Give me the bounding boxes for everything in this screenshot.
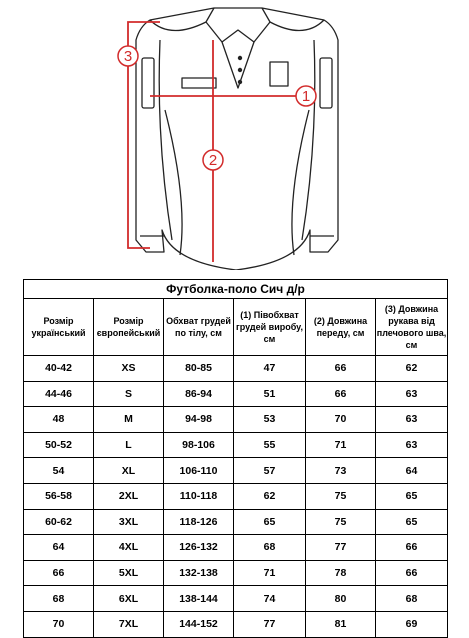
table-row	[24, 356, 448, 382]
button	[238, 56, 242, 60]
table-cell: 57	[234, 458, 306, 484]
sleeve-seam-right	[302, 40, 315, 240]
polo-shirt-diagram	[0, 0, 469, 270]
table-cell: 64	[376, 458, 448, 484]
side-seam-right	[292, 110, 309, 255]
table-cell: 77	[306, 535, 376, 561]
table-cell: 68	[24, 586, 94, 612]
table-cell: 62	[234, 483, 306, 509]
marker-2-label: 2	[208, 152, 218, 169]
table-cell: 118-126	[164, 509, 234, 535]
table-cell: 132-138	[164, 560, 234, 586]
table-cell: 40-42	[24, 356, 94, 382]
table-cell: 75	[306, 509, 376, 535]
table-cell: 65	[234, 509, 306, 535]
table-cell: 66	[306, 356, 376, 382]
table-cell: 64	[24, 535, 94, 561]
table-cell: 80	[306, 586, 376, 612]
table-cell: 144-152	[164, 611, 234, 637]
table-row	[24, 611, 448, 637]
table-cell: 110-118	[164, 483, 234, 509]
table-row	[24, 432, 448, 458]
table-cell: 126-132	[164, 535, 234, 561]
table-cell: 66	[24, 560, 94, 586]
marker-3	[118, 46, 138, 66]
table-cell: 106-110	[164, 458, 234, 484]
table-cell: 5XL	[94, 560, 164, 586]
table-cell: 66	[376, 560, 448, 586]
table-cell: 47	[234, 356, 306, 382]
table-cell: 77	[234, 611, 306, 637]
table-cell: 73	[306, 458, 376, 484]
table-cell: 70	[306, 407, 376, 433]
table-row	[24, 381, 448, 407]
table-cell: 71	[234, 560, 306, 586]
table-cell: 86-94	[164, 381, 234, 407]
table-cell: 2XL	[94, 483, 164, 509]
sleeve-pocket-left	[142, 58, 154, 108]
table-body	[24, 356, 448, 638]
table-row	[24, 458, 448, 484]
table-cell: 63	[376, 432, 448, 458]
table-cell: XS	[94, 356, 164, 382]
table-row	[24, 535, 448, 561]
placket-buttons	[238, 56, 242, 84]
table-cell: 94-98	[164, 407, 234, 433]
table-cell: 7XL	[94, 611, 164, 637]
shirt-body	[136, 8, 338, 270]
yoke-right	[270, 20, 324, 31]
table-cell: 6XL	[94, 586, 164, 612]
table-cell: 78	[306, 560, 376, 586]
table-cell: 80-85	[164, 356, 234, 382]
table-cell: L	[94, 432, 164, 458]
table-cell: 70	[24, 611, 94, 637]
marker-1-label: 1	[301, 88, 311, 105]
column-header: (3) Довжина рукава від плечового шва, см	[376, 299, 448, 356]
table-cell: 55	[234, 432, 306, 458]
table-cell: 3XL	[94, 509, 164, 535]
table-cell: 68	[376, 586, 448, 612]
table-cell: 75	[306, 483, 376, 509]
marker-1	[296, 86, 316, 106]
shirt-outline	[136, 8, 338, 270]
side-seam-left	[165, 110, 182, 255]
table-title: Футболка-поло Сич д/р	[24, 280, 448, 299]
button	[238, 80, 242, 84]
table-cell: M	[94, 407, 164, 433]
table-cell: 65	[376, 509, 448, 535]
table-cell: 51	[234, 381, 306, 407]
table-cell: 63	[376, 381, 448, 407]
sleeve-pocket-right	[320, 58, 332, 108]
table-cell: XL	[94, 458, 164, 484]
table-cell: 56-58	[24, 483, 94, 509]
column-header: Обхват грудей по тілу, см	[164, 299, 234, 356]
table-cell: 60-62	[24, 509, 94, 535]
table-cell: 69	[376, 611, 448, 637]
table-cell: 81	[306, 611, 376, 637]
column-header: (1) Півобхват грудей виробу, см	[234, 299, 306, 356]
table-header-row	[24, 299, 448, 356]
sleeve-seam-left	[159, 40, 172, 240]
marker-3-label: 3	[123, 48, 133, 65]
table-cell: 138-144	[164, 586, 234, 612]
table-row	[24, 483, 448, 509]
table-cell: 48	[24, 407, 94, 433]
collar	[206, 8, 270, 42]
table-cell: 63	[376, 407, 448, 433]
table-cell: 44-46	[24, 381, 94, 407]
table-cell: 74	[234, 586, 306, 612]
table-row	[24, 407, 448, 433]
marker-2	[203, 150, 223, 170]
table-cell: 71	[306, 432, 376, 458]
table-cell: 68	[234, 535, 306, 561]
table-cell: 4XL	[94, 535, 164, 561]
table-cell: 54	[24, 458, 94, 484]
column-header: Розмір європейський	[94, 299, 164, 356]
column-header: Розмір український	[24, 299, 94, 356]
table-cell: 66	[306, 381, 376, 407]
table-cell: 66	[376, 535, 448, 561]
table-cell: 50-52	[24, 432, 94, 458]
table-row	[24, 509, 448, 535]
table-cell: 62	[376, 356, 448, 382]
table-cell: 53	[234, 407, 306, 433]
size-table	[23, 279, 448, 638]
chest-patch	[270, 62, 288, 86]
button	[238, 68, 242, 72]
table-row	[24, 560, 448, 586]
table-cell: 65	[376, 483, 448, 509]
table-row	[24, 586, 448, 612]
column-header: (2) Довжина переду, см	[306, 299, 376, 356]
table-cell: 98-106	[164, 432, 234, 458]
table-cell: S	[94, 381, 164, 407]
name-patch	[182, 78, 216, 88]
